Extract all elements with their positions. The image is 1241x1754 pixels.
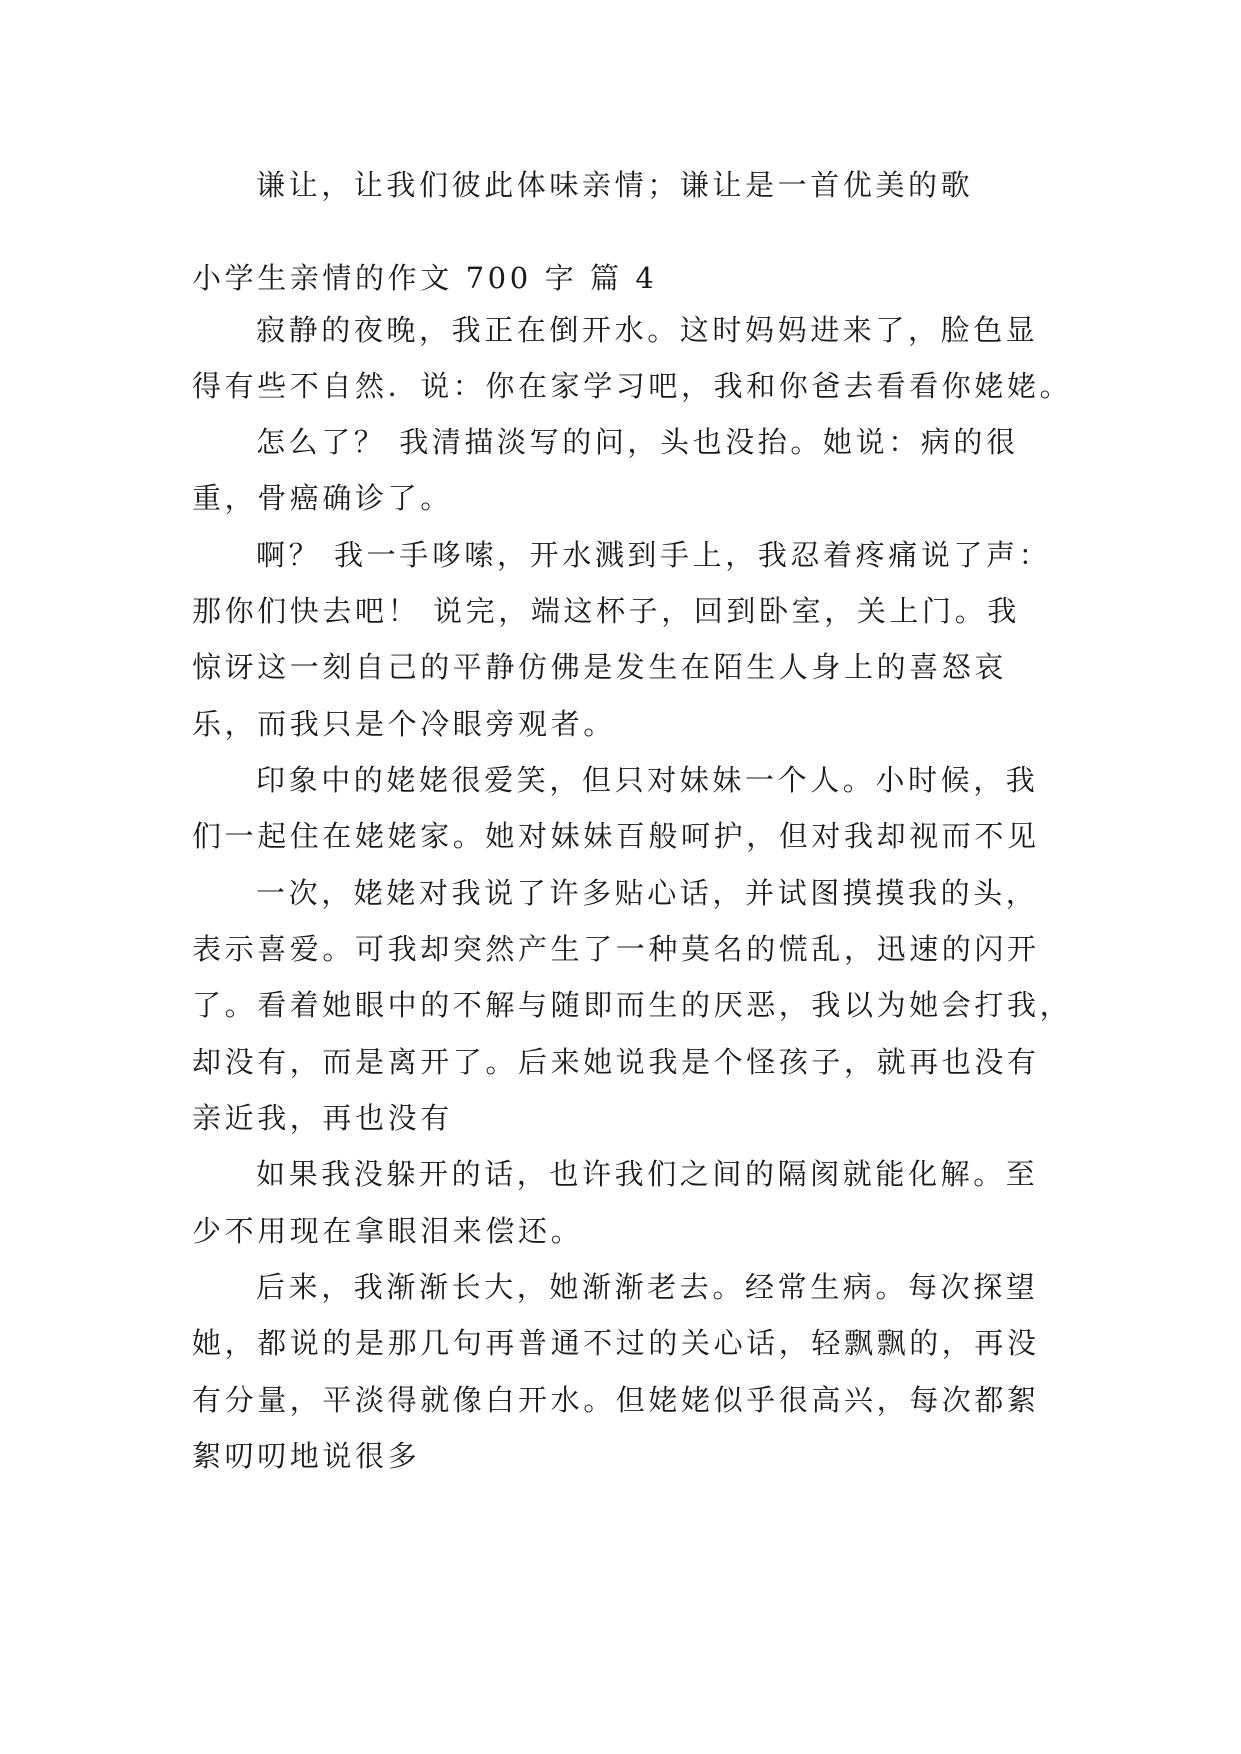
- text-line: 少不用现在拿眼泪来偿还。: [192, 1214, 584, 1248]
- text-line: 了。看着她眼中的不解与随即而生的厌恶，我以为她会打我，: [192, 988, 1073, 1022]
- text-line: 啊？ 我一手哆嗦，开水溅到手上，我忍着疼痛说了声：: [256, 538, 1052, 572]
- text-line: 们一起住在姥姥家。她对妹妹百般呵护，但对我却视而不见: [192, 819, 1040, 853]
- text-line: 印象中的姥姥很爱笑，但只对妹妹一个人。小时候，我: [256, 763, 1039, 797]
- text-line: 那你们快去吧！ 说完，端这杯子，回到卧室，关上门。我: [192, 594, 1020, 628]
- text-line: 亲近我，再也没有: [192, 1101, 453, 1135]
- text-line: 乐，而我只是个冷眼旁观者。: [192, 707, 616, 741]
- text-line: 惊讶这一刻自己的平静仿佛是发生在陌生人身上的喜怒哀: [192, 650, 1008, 684]
- text-line: 一次，姥姥对我说了许多贴心话，并试图摸摸我的头，: [256, 876, 1039, 910]
- text-line: 絮叨叨地说很多: [192, 1439, 421, 1473]
- text-line: 得有些不自然．说：你在家学习吧，我和你爸去看看你姥姥。: [192, 369, 1073, 403]
- text-line: 寂静的夜晚，我正在倒开水。这时妈妈进来了，脸色显: [256, 313, 1039, 347]
- text-line: 谦让，让我们彼此体味亲情；谦让是一首优美的歌: [256, 168, 974, 202]
- text-line: 重，骨癌确诊了。: [192, 481, 453, 515]
- text-line: 如果我没躲开的话，也许我们之间的隔阂就能化解。至: [256, 1157, 1039, 1191]
- text-line: 有分量，平淡得就像白开水。但姥姥似乎很高兴，每次都絮: [192, 1383, 1040, 1417]
- text-line: 她，都说的是那几句再普通不过的关心话，轻飘飘的，再没: [192, 1326, 1040, 1360]
- text-line: 怎么了？ 我清描淡写的问，头也没抬。她说：病的很: [256, 425, 1019, 459]
- text-line: 表示喜爱。可我却突然产生了一种莫名的慌乱，迅速的闪开: [192, 932, 1040, 966]
- section-heading: 小学生亲情的作文 700 字 篇 4: [192, 261, 658, 295]
- text-line: 后来，我渐渐长大，她渐渐老去。经常生病。每次探望: [256, 1270, 1039, 1304]
- text-line: 却没有，而是离开了。后来她说我是个怪孩子，就再也没有: [192, 1045, 1040, 1079]
